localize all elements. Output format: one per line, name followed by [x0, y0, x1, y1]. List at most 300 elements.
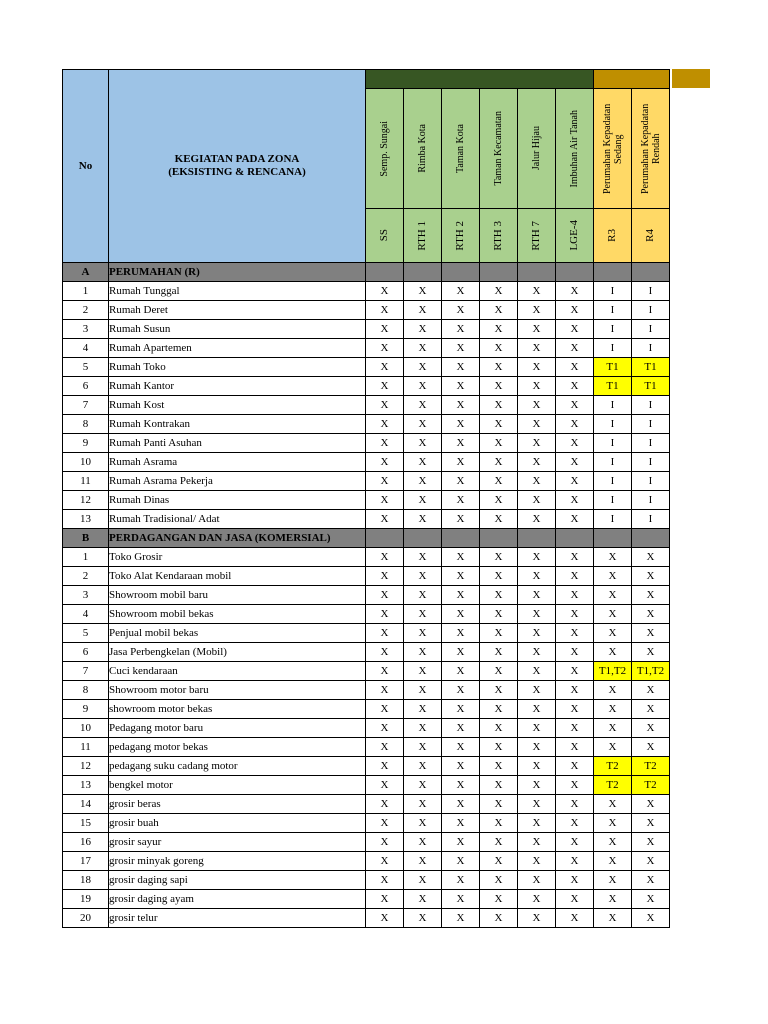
permission-cell: X — [366, 852, 404, 871]
zone-code-label: R4 — [644, 229, 657, 242]
permission-cell: X — [480, 890, 518, 909]
row-number: 20 — [63, 909, 109, 928]
permission-cell: X — [556, 795, 594, 814]
residential-zone-group-header — [594, 70, 670, 89]
permission-cell: I — [632, 339, 670, 358]
permission-cell: I — [594, 282, 632, 301]
row-number: 10 — [63, 453, 109, 472]
table-row — [63, 396, 670, 415]
permission-cell: X — [556, 434, 594, 453]
row-number: 3 — [63, 320, 109, 339]
permission-cell: X — [480, 396, 518, 415]
zone-code-label: RTH 2 — [454, 220, 467, 251]
table-row — [63, 472, 670, 491]
activity-name: Rumah Asrama — [109, 453, 366, 472]
permission-cell: I — [594, 434, 632, 453]
permission-cell: X — [556, 339, 594, 358]
zone-name-header — [632, 89, 670, 209]
section-empty-cell — [556, 263, 594, 282]
permission-cell: X — [366, 282, 404, 301]
permission-cell: X — [404, 491, 442, 510]
permission-cell: X — [556, 776, 594, 795]
permission-cell: X — [480, 434, 518, 453]
permission-cell: X — [442, 814, 480, 833]
permission-cell: X — [404, 700, 442, 719]
permission-cell: X — [556, 871, 594, 890]
permission-cell: X — [556, 472, 594, 491]
permission-cell: T1,T2 — [594, 662, 632, 681]
zone-name-label: Perumahan Kepadatan Rendah — [639, 103, 662, 194]
permission-cell: X — [518, 396, 556, 415]
table-row — [63, 453, 670, 472]
permission-cell: X — [442, 776, 480, 795]
permission-cell: X — [480, 795, 518, 814]
permission-cell: X — [366, 776, 404, 795]
permission-cell: X — [518, 548, 556, 567]
permission-cell: X — [442, 282, 480, 301]
permission-cell: X — [404, 282, 442, 301]
permission-cell: X — [556, 320, 594, 339]
zone-code-header — [366, 209, 404, 263]
zone-name-label: Semp. Sungai — [379, 120, 390, 177]
permission-cell: X — [556, 833, 594, 852]
zone-code-header — [480, 209, 518, 263]
permission-cell: X — [366, 453, 404, 472]
row-number: 18 — [63, 871, 109, 890]
permission-cell: X — [366, 643, 404, 662]
section-empty-cell — [594, 263, 632, 282]
section-header-row — [63, 263, 670, 282]
zone-name-header — [366, 89, 404, 209]
permission-cell: X — [632, 681, 670, 700]
permission-cell: T2 — [594, 776, 632, 795]
row-number: 19 — [63, 890, 109, 909]
permission-cell: X — [632, 871, 670, 890]
permission-cell: X — [594, 681, 632, 700]
row-number: 11 — [63, 472, 109, 491]
table-row — [63, 776, 670, 795]
permission-cell: X — [518, 757, 556, 776]
permission-cell: X — [404, 377, 442, 396]
section-empty-cell — [404, 263, 442, 282]
permission-cell: X — [594, 719, 632, 738]
permission-cell: I — [594, 320, 632, 339]
row-number: 2 — [63, 301, 109, 320]
section-empty-cell — [404, 529, 442, 548]
table-row — [63, 795, 670, 814]
permission-cell: X — [404, 890, 442, 909]
activity-name: pedagang suku cadang motor — [109, 757, 366, 776]
permission-cell: X — [442, 510, 480, 529]
zone-code-label: LGE-4 — [568, 220, 581, 251]
permission-cell: X — [442, 605, 480, 624]
activity-name: Pedagang motor baru — [109, 719, 366, 738]
permission-cell: X — [366, 795, 404, 814]
permission-cell: X — [366, 605, 404, 624]
zone-code-header — [556, 209, 594, 263]
permission-cell: X — [556, 377, 594, 396]
permission-cell: X — [632, 909, 670, 928]
permission-cell: X — [480, 738, 518, 757]
permission-cell: X — [480, 776, 518, 795]
permission-cell: X — [404, 434, 442, 453]
permission-cell: X — [404, 757, 442, 776]
permission-cell: X — [442, 548, 480, 567]
permission-cell: X — [556, 852, 594, 871]
permission-cell: X — [480, 472, 518, 491]
gold-header-tab — [672, 69, 710, 88]
permission-cell: X — [518, 852, 556, 871]
permission-cell: X — [632, 643, 670, 662]
zone-name-header — [518, 89, 556, 209]
permission-cell: X — [632, 605, 670, 624]
table-row — [63, 301, 670, 320]
permission-cell: X — [366, 339, 404, 358]
permission-cell: I — [594, 301, 632, 320]
table-row — [63, 643, 670, 662]
section-empty-cell — [518, 529, 556, 548]
activity-name: grosir beras — [109, 795, 366, 814]
permission-cell: X — [442, 491, 480, 510]
activity-name: showroom motor bekas — [109, 700, 366, 719]
activity-name: grosir buah — [109, 814, 366, 833]
permission-cell: I — [594, 491, 632, 510]
section-empty-cell — [366, 263, 404, 282]
permission-cell: X — [366, 320, 404, 339]
activity-name: grosir minyak goreng — [109, 852, 366, 871]
permission-cell: X — [632, 567, 670, 586]
permission-cell: X — [480, 871, 518, 890]
permission-cell: X — [404, 833, 442, 852]
permission-cell: X — [442, 700, 480, 719]
permission-cell: X — [518, 472, 556, 491]
permission-cell: X — [594, 852, 632, 871]
permission-cell: X — [594, 605, 632, 624]
permission-cell: X — [594, 586, 632, 605]
activity-name: grosir sayur — [109, 833, 366, 852]
zone-name-label: Rimba Kota — [417, 124, 428, 173]
permission-cell: X — [518, 301, 556, 320]
permission-cell: I — [632, 301, 670, 320]
permission-cell: X — [518, 719, 556, 738]
permission-cell: X — [518, 833, 556, 852]
permission-cell: X — [404, 643, 442, 662]
permission-cell: X — [556, 453, 594, 472]
row-number: 9 — [63, 434, 109, 453]
zone-name-header — [442, 89, 480, 209]
permission-cell: I — [632, 320, 670, 339]
permission-cell: X — [442, 453, 480, 472]
permission-cell: X — [594, 624, 632, 643]
permission-cell: X — [404, 681, 442, 700]
table-row — [63, 814, 670, 833]
table-row — [63, 833, 670, 852]
permission-cell: X — [404, 567, 442, 586]
row-number: 6 — [63, 643, 109, 662]
permission-cell: X — [480, 624, 518, 643]
permission-cell: X — [556, 586, 594, 605]
row-number: 11 — [63, 738, 109, 757]
permission-cell: X — [404, 662, 442, 681]
permission-cell: X — [366, 510, 404, 529]
permission-cell: X — [442, 358, 480, 377]
permission-cell: X — [366, 719, 404, 738]
permission-cell: T1 — [632, 358, 670, 377]
permission-cell: X — [518, 700, 556, 719]
permission-cell: X — [480, 833, 518, 852]
activity-name: Toko Grosir — [109, 548, 366, 567]
permission-cell: X — [442, 567, 480, 586]
permission-cell: X — [518, 890, 556, 909]
activity-name: Showroom mobil bekas — [109, 605, 366, 624]
permission-cell: X — [366, 567, 404, 586]
permission-cell: X — [480, 301, 518, 320]
permission-cell: X — [404, 605, 442, 624]
permission-cell: X — [480, 852, 518, 871]
permission-cell: X — [480, 377, 518, 396]
permission-cell: X — [366, 871, 404, 890]
permission-cell: I — [594, 472, 632, 491]
permission-cell: X — [404, 510, 442, 529]
section-empty-cell — [556, 529, 594, 548]
permission-cell: X — [518, 586, 556, 605]
permission-cell: X — [366, 301, 404, 320]
permission-cell: X — [366, 358, 404, 377]
permission-cell: X — [594, 738, 632, 757]
section-empty-cell — [442, 263, 480, 282]
row-number: 5 — [63, 624, 109, 643]
activity-name: Rumah Tradisional/ Adat — [109, 510, 366, 529]
permission-cell: X — [556, 282, 594, 301]
permission-cell: X — [556, 301, 594, 320]
permission-cell: X — [518, 776, 556, 795]
table-row — [63, 415, 670, 434]
row-number: 10 — [63, 719, 109, 738]
table-row — [63, 320, 670, 339]
permission-cell: X — [366, 700, 404, 719]
permission-cell: X — [518, 339, 556, 358]
permission-cell: X — [404, 719, 442, 738]
section-id: A — [63, 263, 109, 282]
permission-cell: X — [404, 586, 442, 605]
table-row — [63, 339, 670, 358]
permission-cell: X — [480, 586, 518, 605]
permission-cell: X — [442, 320, 480, 339]
permission-cell: X — [480, 358, 518, 377]
section-empty-cell — [366, 529, 404, 548]
activity-name: Showroom motor baru — [109, 681, 366, 700]
permission-cell: X — [404, 871, 442, 890]
permission-cell: X — [442, 681, 480, 700]
section-empty-cell — [632, 263, 670, 282]
zone-name-label: Taman Kota — [455, 123, 466, 173]
activity-header-line1: KEGIATAN PADA ZONA — [174, 153, 300, 165]
activity-name: Rumah Apartemen — [109, 339, 366, 358]
permission-cell: X — [632, 719, 670, 738]
activity-name: Rumah Kost — [109, 396, 366, 415]
permission-cell: X — [404, 814, 442, 833]
permission-cell: I — [632, 282, 670, 301]
section-empty-cell — [480, 529, 518, 548]
permission-cell: X — [480, 719, 518, 738]
table-row — [63, 624, 670, 643]
permission-cell: T2 — [632, 757, 670, 776]
activity-name: grosir daging sapi — [109, 871, 366, 890]
activity-name: Rumah Asrama Pekerja — [109, 472, 366, 491]
permission-cell: X — [366, 586, 404, 605]
permission-cell: I — [594, 453, 632, 472]
permission-cell: X — [480, 415, 518, 434]
permission-cell: X — [404, 358, 442, 377]
permission-cell: X — [366, 472, 404, 491]
permission-cell: X — [632, 852, 670, 871]
permission-cell: X — [404, 909, 442, 928]
permission-cell: X — [518, 605, 556, 624]
zone-code-header — [442, 209, 480, 263]
permission-cell: X — [556, 396, 594, 415]
permission-cell: X — [404, 852, 442, 871]
permission-cell: X — [632, 795, 670, 814]
zone-code-header — [404, 209, 442, 263]
row-number: 7 — [63, 662, 109, 681]
permission-cell: X — [632, 738, 670, 757]
zone-code-label: RTH 7 — [530, 220, 543, 251]
permission-cell: X — [480, 548, 518, 567]
row-number: 16 — [63, 833, 109, 852]
permission-cell: X — [518, 738, 556, 757]
permission-cell: X — [404, 776, 442, 795]
permission-cell: X — [556, 719, 594, 738]
row-number: 15 — [63, 814, 109, 833]
permission-cell: X — [518, 909, 556, 928]
zone-name-header — [594, 89, 632, 209]
table-row — [63, 700, 670, 719]
permission-cell: X — [442, 738, 480, 757]
permission-cell: X — [556, 643, 594, 662]
permission-cell: X — [518, 434, 556, 453]
section-header-row — [63, 529, 670, 548]
green-zone-group-header — [366, 70, 594, 89]
permission-cell: X — [366, 548, 404, 567]
zone-name-header — [480, 89, 518, 209]
permission-cell: X — [518, 491, 556, 510]
permission-cell: X — [594, 567, 632, 586]
permission-cell: X — [594, 814, 632, 833]
zone-code-header — [518, 209, 556, 263]
permission-cell: X — [632, 548, 670, 567]
permission-cell: X — [556, 605, 594, 624]
row-number: 1 — [63, 548, 109, 567]
no-column-header — [63, 70, 109, 263]
permission-cell: X — [594, 700, 632, 719]
row-number: 8 — [63, 681, 109, 700]
permission-cell: X — [594, 909, 632, 928]
zone-code-label: RTH 1 — [416, 220, 429, 251]
permission-cell: X — [366, 814, 404, 833]
permission-cell: X — [556, 548, 594, 567]
permission-cell: X — [404, 320, 442, 339]
permission-cell: X — [404, 339, 442, 358]
activity-name: Rumah Dinas — [109, 491, 366, 510]
permission-cell: X — [366, 738, 404, 757]
row-number: 14 — [63, 795, 109, 814]
permission-cell: X — [480, 700, 518, 719]
activity-name: Rumah Toko — [109, 358, 366, 377]
no-label: No — [78, 160, 93, 172]
permission-cell: X — [442, 396, 480, 415]
permission-cell: X — [404, 301, 442, 320]
zone-name-label: Jalur Hijau — [531, 126, 542, 171]
permission-cell: X — [366, 662, 404, 681]
row-number: 3 — [63, 586, 109, 605]
permission-cell: X — [556, 681, 594, 700]
permission-cell: X — [480, 491, 518, 510]
permission-cell: X — [442, 301, 480, 320]
permission-cell: X — [404, 396, 442, 415]
permission-cell: X — [632, 700, 670, 719]
permission-cell: X — [442, 662, 480, 681]
table-row — [63, 738, 670, 757]
permission-cell: X — [442, 871, 480, 890]
permission-cell: X — [404, 548, 442, 567]
table-row — [63, 377, 670, 396]
permission-cell: X — [556, 738, 594, 757]
row-number: 12 — [63, 491, 109, 510]
activity-name: Cuci kendaraan — [109, 662, 366, 681]
row-number: 4 — [63, 339, 109, 358]
permission-cell: X — [632, 814, 670, 833]
permission-cell: X — [480, 814, 518, 833]
table-row — [63, 605, 670, 624]
row-number: 7 — [63, 396, 109, 415]
section-empty-cell — [480, 263, 518, 282]
permission-cell: X — [366, 681, 404, 700]
permission-cell: X — [556, 757, 594, 776]
permission-cell: X — [518, 567, 556, 586]
permission-cell: X — [480, 567, 518, 586]
permission-cell: X — [480, 510, 518, 529]
permission-cell: X — [518, 681, 556, 700]
permission-cell: X — [518, 358, 556, 377]
permission-cell: X — [556, 814, 594, 833]
table-row — [63, 510, 670, 529]
permission-cell: X — [594, 548, 632, 567]
permission-cell: I — [632, 396, 670, 415]
permission-cell: X — [442, 377, 480, 396]
section-id: B — [63, 529, 109, 548]
table-row — [63, 871, 670, 890]
permission-cell: X — [404, 453, 442, 472]
permission-cell: X — [556, 567, 594, 586]
table-row — [63, 890, 670, 909]
permission-cell: X — [366, 491, 404, 510]
permission-cell: X — [518, 282, 556, 301]
section-empty-cell — [632, 529, 670, 548]
permission-cell: X — [518, 320, 556, 339]
row-number: 13 — [63, 776, 109, 795]
row-number: 1 — [63, 282, 109, 301]
permission-cell: T1 — [594, 377, 632, 396]
permission-cell: X — [366, 415, 404, 434]
permission-cell: X — [442, 624, 480, 643]
table-row — [63, 586, 670, 605]
permission-cell: I — [632, 453, 670, 472]
activity-name: grosir telur — [109, 909, 366, 928]
permission-cell: X — [442, 795, 480, 814]
permission-cell: X — [518, 415, 556, 434]
section-title: PERUMAHAN (R) — [109, 263, 366, 282]
permission-cell: X — [442, 434, 480, 453]
